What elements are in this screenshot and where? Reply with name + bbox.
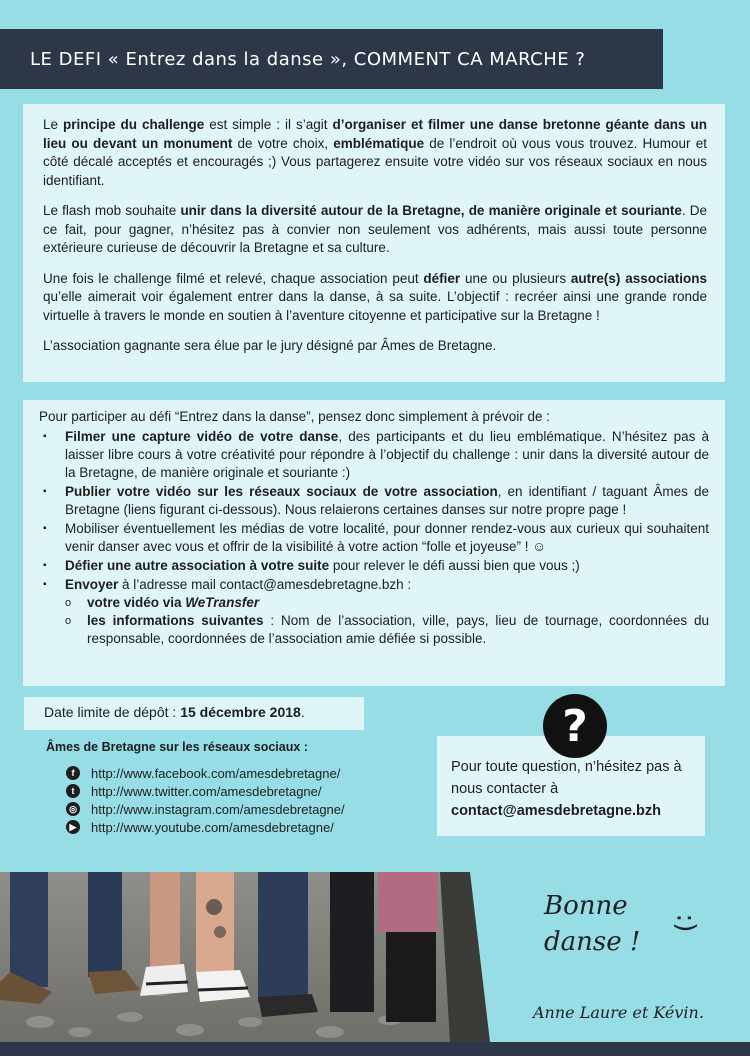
sub-item: [65, 594, 709, 612]
bullet-icon: ▪: [43, 579, 47, 590]
body-text: de l’endroit où vous vous trouvez. Humour et côté décalé acceptés et encouragés ;) Vous partagerez ensuite votre vidéo sur vos réseaux sociaux en nous identifiant.: [43, 135, 707, 188]
emphasis-text: Filmer une capture vidéo de votre danse: [65, 429, 339, 444]
emphasis-text: WeTransfer: [185, 595, 260, 610]
body-text: , des participants et du lieu emblématique. N’hésitez pas à laisser libre cours à votre créativité pour répondre à l’objectif du challenge : unir dans la diversité autour de la Bretagne, de manière originale et souriante :): [65, 429, 710, 480]
body-text: de votre choix,: [232, 135, 334, 151]
body-text: Le flash mob souhaite: [43, 203, 181, 218]
emphasis-text: principe du challenge: [63, 117, 205, 132]
social-url[interactable]: http://www.facebook.com/amesdebretagne/: [91, 765, 341, 781]
intro-panel: [23, 104, 725, 382]
social-link-twitter[interactable]: [66, 782, 345, 800]
steps-panel: [23, 400, 725, 686]
body-text: . De ce fait, pour gagner, n’hésitez pas à convier non seulement vos adhérents, mais aussi toute personne extérieure curieuse de découvrir la Bretagne et sa culture.: [43, 203, 707, 255]
social-link-youtube[interactable]: [66, 818, 345, 836]
steps-list: [39, 428, 709, 648]
contact-email[interactable]: contact@amesdebretagne.bzh: [451, 803, 661, 819]
signature: Anne Laure et Kévin.: [533, 1003, 704, 1022]
social-url[interactable]: http://www.instagram.com/amesdebretagne/: [91, 801, 345, 817]
bullet-icon: ▪: [43, 560, 47, 571]
contact-text: Pour toute question, n’hésitez pas à nous contacter à: [451, 759, 682, 797]
page-title: LE DEFI « Entrez dans la danse », COMMENT CA MARCHE ?: [0, 29, 663, 89]
facebook-icon: f: [66, 766, 80, 780]
social-heading: Âmes de Bretagne sur les réseaux sociaux :: [46, 740, 308, 754]
question-mark-icon: ?: [543, 694, 607, 758]
intro-paragraph-1: [43, 116, 707, 190]
body-text: pour relever le défi aussi bien que vous ;): [329, 558, 580, 573]
steps-intro: Pour participer au défi “Entrez dans la danse”, pensez donc simplement à prévoir de :: [39, 409, 551, 424]
deadline-date: 15 décembre 2018: [180, 704, 301, 720]
body-text: Une fois le challenge filmé et relevé, chaque association peut: [43, 270, 424, 286]
deadline-box: [24, 697, 364, 730]
step-item: [39, 483, 709, 519]
step-item: [39, 428, 709, 482]
body-text: Le: [43, 117, 64, 132]
body-text: Mobiliser éventuellement les médias de votre localité, pour donner rendez-vous aux curieux qui souhaitent venir danser avec vous et offrir de la visibilité à votre action “folle et joyeuse” ! ☺: [65, 521, 709, 554]
body-text: est simple : il s’agit: [204, 117, 333, 132]
closing-line-2: danse !: [544, 927, 641, 957]
youtube-icon: ▶: [66, 820, 80, 834]
emphasis-text: d’organiser et filmer une danse bretonne géante dans un lieu ou devant un monument: [43, 117, 707, 151]
circle-bullet-icon: o: [65, 615, 72, 627]
emphasis-text: Envoyer: [65, 577, 119, 592]
emphasis-text: emblématique: [333, 135, 425, 151]
emphasis-text: autre(s) associations: [570, 270, 707, 286]
closing-line-1: Bonne: [544, 891, 628, 921]
intro-paragraph-3: [43, 270, 707, 326]
step-item: [39, 520, 709, 556]
emphasis-text: votre vidéo via: [87, 595, 186, 610]
emphasis-text: défier: [423, 270, 461, 286]
intro-paragraph-2: [43, 202, 707, 258]
emphasis-text: les informations suivantes: [87, 613, 264, 628]
circle-bullet-icon: o: [65, 597, 72, 609]
emphasis-text: Publier votre vidéo sur les réseaux sociaux de votre association: [65, 484, 498, 499]
social-link-facebook[interactable]: [66, 764, 345, 782]
send-sublist: [65, 594, 709, 648]
closing-greeting: [544, 888, 640, 960]
emphasis-text: unir dans la diversité autour de la Bretagne, de manière originale et souriante: [180, 203, 682, 218]
body-text: à l’adresse mail contact@amesdebretagne.bzh :: [118, 577, 412, 592]
emphasis-text: Défier une autre association à votre suite: [65, 558, 330, 573]
step-item: [39, 576, 709, 648]
smiley-icon: :): [670, 913, 701, 933]
sub-item: [65, 612, 709, 648]
body-text: , en identifiant / taguant Âmes de Bretagne (liens figurant ci-dessous). Nous relaierons certaines danses sur notre propre page !: [65, 484, 709, 517]
body-text: L’association gagnante sera élue par le jury désigné par Âmes de Bretagne.: [43, 338, 497, 353]
social-link-instagram[interactable]: [66, 800, 345, 818]
body-text: : Nom de l’association, ville, pays, lieu de tournage, coordonnées du responsable, coordonnées de l’association amie défiée si possible.: [87, 613, 709, 646]
social-links: [66, 764, 345, 836]
step-item: [39, 557, 709, 575]
body-text: qu’elle aimerait voir également entrer dans la danse, à sa suite. L’objectif : recréer ainsi une grande ronde virtuelle à travers le monde en soutien à l’aventure citoyenne et participative sur la Bretagne !: [43, 289, 707, 323]
body-text: une ou plusieurs: [460, 270, 571, 286]
dancers-legs-photo: [0, 872, 490, 1042]
bullet-icon: ▪: [43, 486, 47, 497]
bullet-icon: ▪: [43, 431, 47, 442]
social-url[interactable]: http://www.twitter.com/amesdebretagne/: [91, 783, 322, 799]
deadline-label: Date limite de dépôt :: [44, 704, 181, 720]
bullet-icon: ▪: [43, 523, 47, 534]
intro-paragraph-4: [43, 337, 707, 356]
instagram-icon: ◎: [66, 802, 80, 816]
deadline-end: .: [300, 704, 305, 720]
photo-illustration: [0, 872, 490, 1042]
footer-bar: [0, 1042, 750, 1056]
twitter-icon: t: [66, 784, 80, 798]
social-url[interactable]: http://www.youtube.com/amesdebretagne/: [91, 819, 334, 835]
